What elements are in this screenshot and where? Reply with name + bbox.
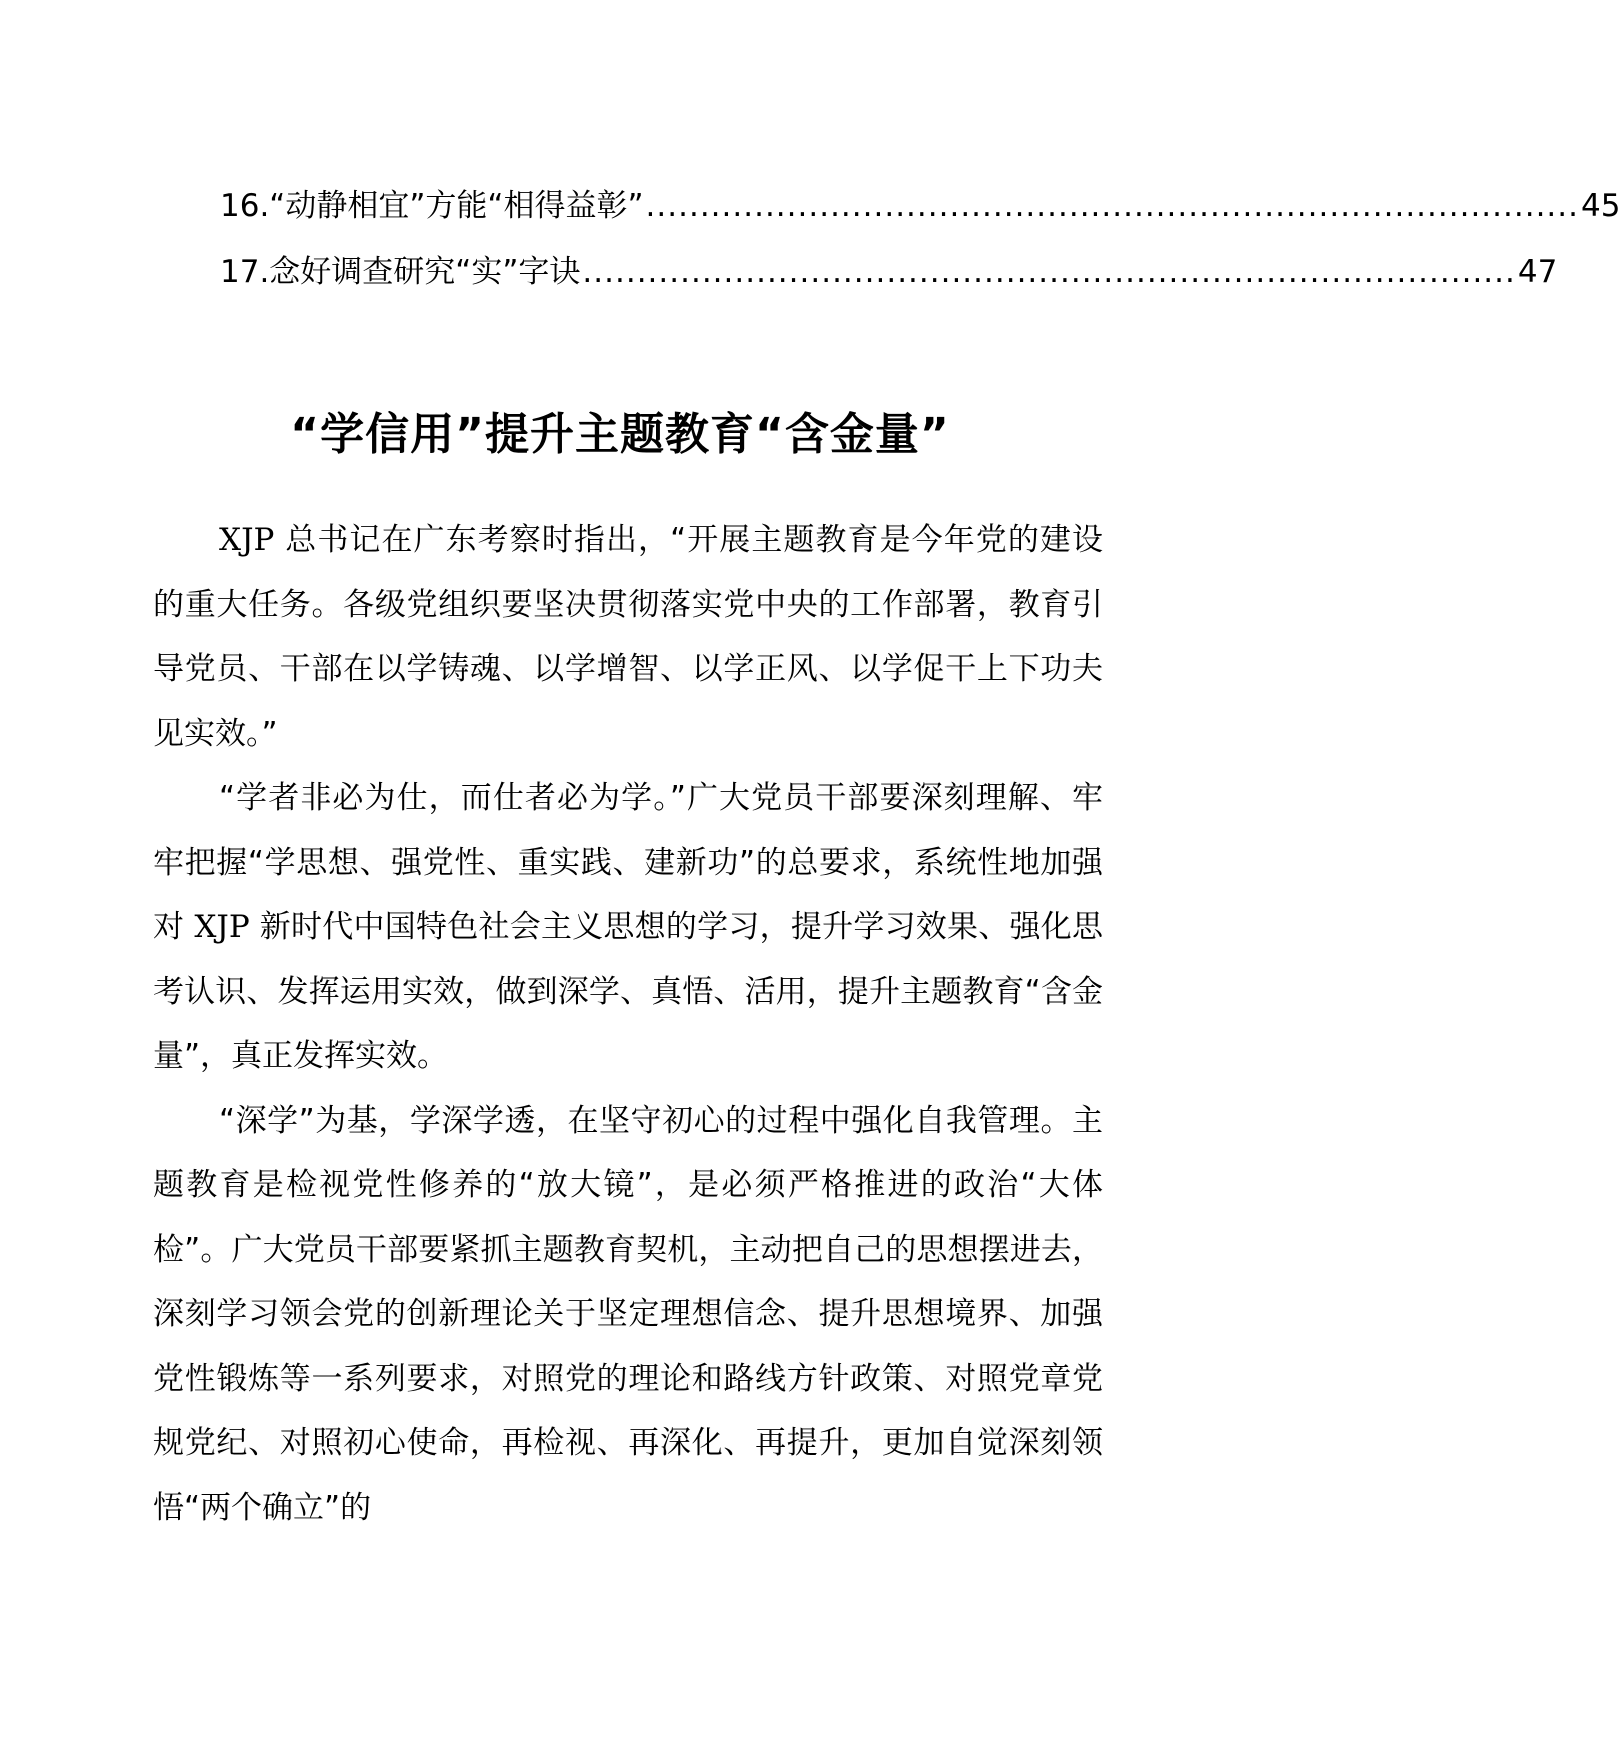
paragraph-text: 新时代中国特色社会主义思想的学习，提升学习效果、强化思考认识、发挥运用实效，做到深学、真悟、活用，提升主题教育“含金量”，真正发挥实效。: [153, 909, 1103, 1074]
body-paragraph: [153, 1089, 1103, 1541]
paragraph-text: 总书记在广东考察时指出，“开展主题教育是今年党的建设的重大任务。各级党组织要坚决贯彻落实党中央的工作部署，教育引导党员、干部在以学铸魂、以学增智、以学正风、以学促干上下功夫见实效。”: [153, 522, 1103, 752]
toc-entry[interactable]: [220, 188, 1620, 254]
table-of-contents: [220, 188, 1620, 320]
paragraph-text: “深学”为基，学深学透，在坚守初心的过程中强化自我管理。主题教育是检视党性修养的“放大镜”，是必须严格推进的政治“大体检”。广大党员干部要紧抓主题教育契机，主动把自己的思想摆进去，深刻学习领会党的创新理论关于坚定理想信念、提升思想境界、加强党性锻炼等一系列要求，对照党的理论和路线方针政策、对照党章党规党纪、对照初心使命，再检视、再深化、再提升，更加自觉深刻领悟“两个确立”的: [153, 1102, 1103, 1526]
abbreviation-text: XJP: [194, 909, 250, 945]
toc-leader-dots: ......................................................................................: [645, 188, 1579, 224]
body-paragraph: [153, 508, 1103, 766]
abbreviation-text: XJP: [219, 522, 275, 558]
article-title: “学信用”提升主题教育“含金量”: [290, 409, 950, 461]
toc-entry-label: 16.“动静相宜”方能“相得益彰”: [220, 188, 644, 224]
body-paragraph: [153, 766, 1103, 1089]
toc-entry-label: 17.念好调查研究“实”字诀: [220, 254, 581, 290]
toc-entry[interactable]: [220, 254, 1558, 320]
paragraph-text: “学者非必为仕，而仕者必为学。”广大党员干部要深刻理解、牢牢把握“学思想、强党性、重实践、建新功”的总要求，系统性地加强对: [153, 780, 1103, 945]
toc-entry-page: 45: [1581, 188, 1620, 224]
toc-leader-dots: ......................................................................................: [582, 254, 1516, 290]
toc-entry-page: 47: [1517, 254, 1558, 290]
article-body: [153, 508, 1103, 1540]
